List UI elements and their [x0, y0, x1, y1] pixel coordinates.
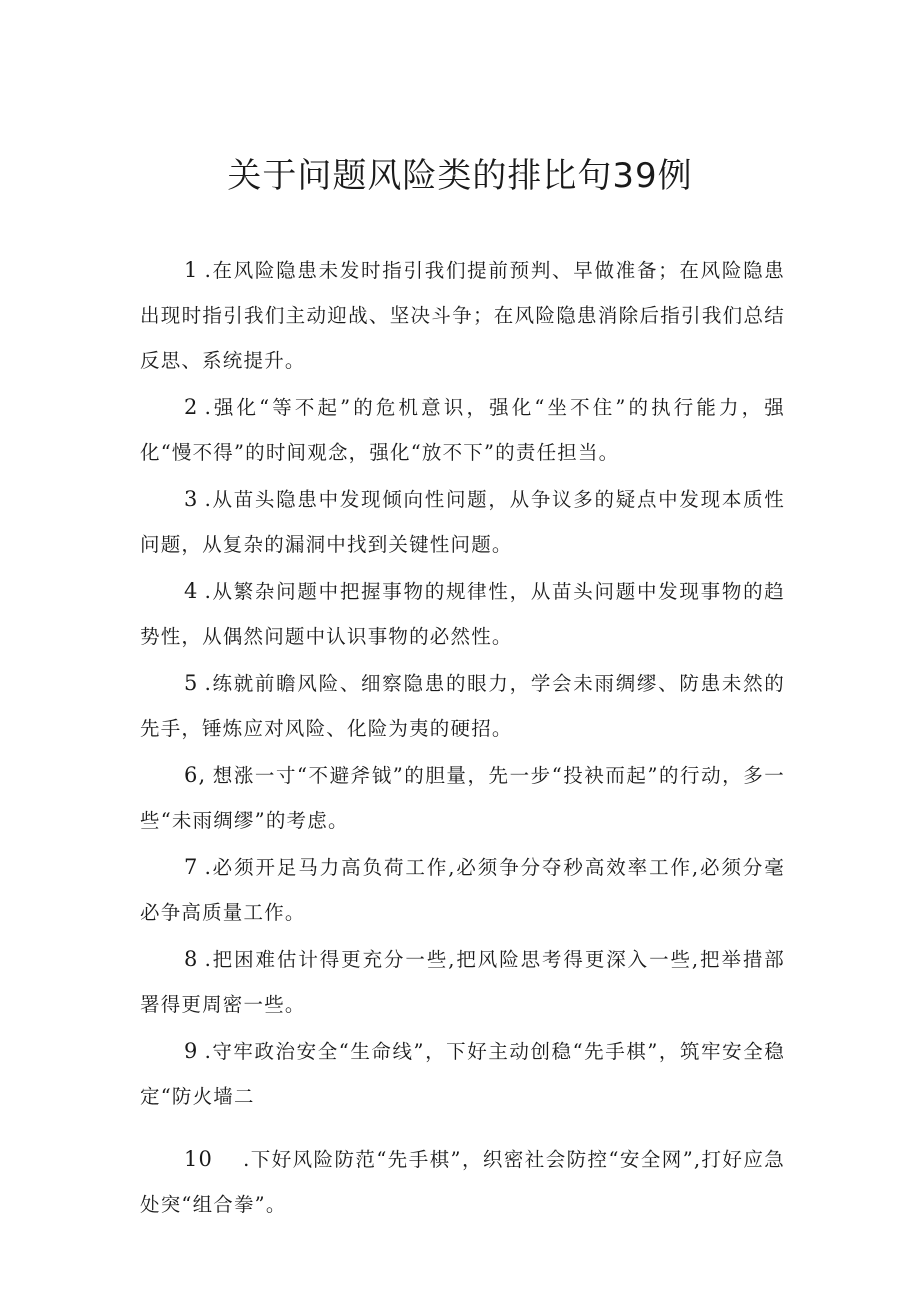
document-title: 关于问题风险类的排比句39例 — [227, 156, 693, 196]
list-item — [140, 569, 785, 659]
item-text: .强化“等不起”的危机意识，强化“坐不住”的执行能力，强化“慢不得”的时间观念，强化“放不下”的责任担当。 — [140, 396, 785, 464]
item-number: 1 — [184, 258, 199, 282]
list-item — [140, 385, 785, 475]
item-text: .下好风险防范“先手棋”，织密社会防控“安全网”,打好应急处突“组合拳”。 — [140, 1148, 785, 1216]
list-item — [140, 1137, 785, 1227]
item-text: .守牢政治安全“生命线”，下好主动创稳“先手棋”，筑牢安全稳定“防火墙二 — [140, 1040, 785, 1108]
list-item — [140, 1029, 785, 1119]
list-item — [140, 661, 785, 751]
list-item — [140, 477, 785, 567]
item-number: 6, — [184, 763, 207, 787]
item-text: .从苗头隐患中发现倾向性问题，从争议多的疑点中发现本质性问题，从复杂的漏洞中找到关键性问题。 — [140, 488, 785, 556]
list-item — [140, 248, 785, 383]
list-item — [140, 753, 785, 843]
item-number: 8 — [184, 947, 199, 971]
item-text: 想涨一寸“不避斧钺”的胆量，先一步“投袂而起”的行动，多一些“未雨绸缪”的考虑。 — [140, 764, 785, 832]
item-text: .从繁杂问题中把握事物的规律性，从苗头问题中发现事物的趋势性，从偶然问题中认识事物的必然性。 — [140, 580, 785, 648]
list-item — [140, 845, 785, 935]
document-body — [140, 248, 785, 1229]
item-number: 9 — [184, 1039, 199, 1063]
list-item — [140, 937, 785, 1027]
item-number: 4 — [184, 579, 199, 603]
item-number: 10 — [184, 1147, 214, 1171]
item-number: 3 — [184, 487, 199, 511]
item-text: .在风险隐患未发时指引我们提前预判、早做准备；在风险隐患出现时指引我们主动迎战、坚决斗争；在风险隐患消除后指引我们总结反思、系统提升。 — [140, 259, 785, 372]
item-text: .练就前瞻风险、细察隐患的眼力，学会未雨绸缪、防患未然的先手，锤炼应对风险、化险为夷的硬招。 — [140, 672, 785, 740]
item-text: .必须开足马力高负荷工作,必须争分夺秒高效率工作,必须分毫必争高质量工作。 — [140, 856, 785, 924]
item-text: .把困难估计得更充分一些,把风险思考得更深入一些,把举措部署得更周密一些。 — [140, 948, 785, 1016]
item-number: 2 — [184, 395, 199, 419]
item-number: 5 — [184, 671, 199, 695]
item-number: 7 — [184, 855, 199, 879]
